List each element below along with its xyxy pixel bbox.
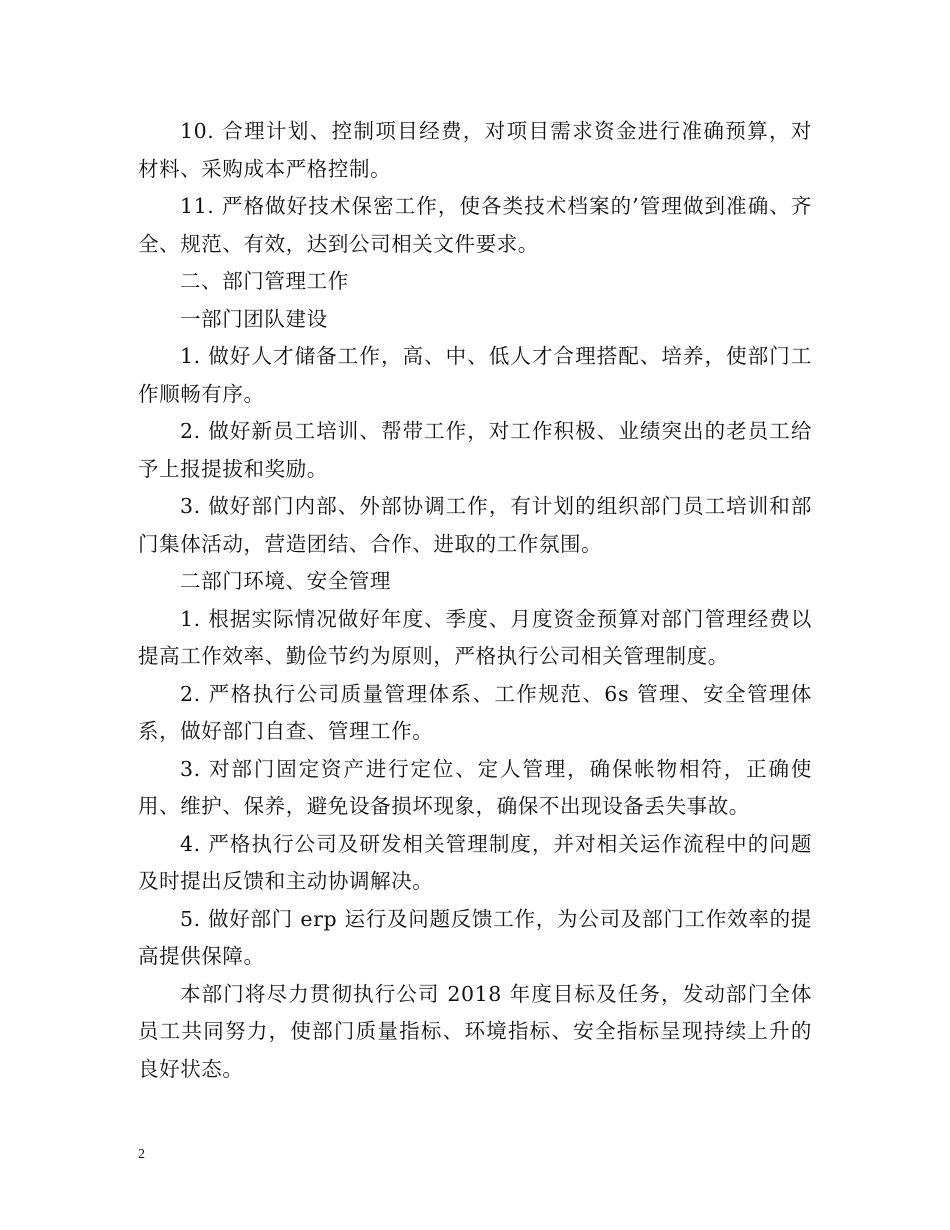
- paragraph-team-item-1: 1. 做好人才储备工作，高、中、低人才合理搭配、培养，使部门工作顺畅有序。: [138, 344, 812, 406]
- document-body: [138, 113, 812, 1088]
- paragraph-safety-item-5: 5. 做好部门 erp 运行及问题反馈工作，为公司及部门工作效率的提高提供保障。: [138, 906, 812, 968]
- paragraph-team-item-2: 2. 做好新员工培训、帮带工作，对工作积极、业绩突出的老员工给予上报提拔和奖励。: [138, 419, 812, 481]
- paragraph-conclusion: 本部门将尽力贯彻执行公司 2018 年度目标及任务，发动部门全体员工共同努力，使部门质量指标、环境指标、安全指标呈现持续上升的良好状态。: [138, 981, 812, 1081]
- paragraph-safety-item-1: 1. 根据实际情况做好年度、季度、月度资金预算对部门管理经费以提高工作效率、勤俭节约为原则，严格执行公司相关管理制度。: [138, 606, 812, 668]
- subsection-heading-team-building: 一部门团队建设: [180, 306, 328, 331]
- paragraph-team-item-3: 3. 做好部门内部、外部协调工作，有计划的组织部门员工培训和部门集体活动，营造团结、合作、进取的工作氛围。: [138, 494, 812, 556]
- paragraph-item-11: 11. 严格做好技术保密工作，使各类技术档案的’管理做到准确、齐全、规范、有效，达到公司相关文件要求。: [138, 194, 812, 256]
- paragraph-safety-item-3: 3. 对部门固定资产进行定位、定人管理，确保帐物相符，正确使用、维护、保养，避免设备损坏现象，确保不出现设备丢失事故。: [138, 756, 812, 818]
- paragraph-safety-item-4: 4. 严格执行公司及研发相关管理制度，并对相关运作流程中的问题及时提出反馈和主动协调解决。: [138, 831, 812, 893]
- paragraph-item-10: 10. 合理计划、控制项目经费，对项目需求资金进行准确预算，对材料、采购成本严格控制。: [138, 119, 812, 181]
- subsection-heading-environment-safety: 二部门环境、安全管理: [180, 569, 391, 593]
- section-heading-department-management: 二、部门管理工作: [180, 269, 349, 293]
- paragraph-safety-item-2: 2. 严格执行公司质量管理体系、工作规范、6s 管理、安全管理体系，做好部门自查、管理工作。: [138, 681, 812, 743]
- page-number: 2: [138, 1147, 145, 1162]
